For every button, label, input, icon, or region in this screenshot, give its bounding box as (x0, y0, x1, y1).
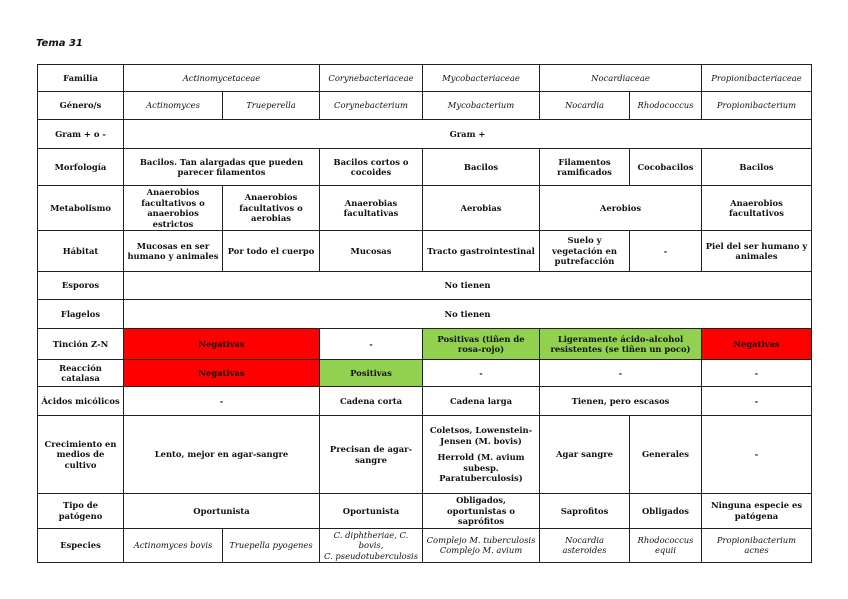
cell-gram: Gram + (124, 120, 812, 149)
header-especies: Especies (38, 528, 124, 563)
cell-genero-nocardia: Nocardia (540, 92, 630, 120)
cell-morfologia-coryne: Bacilos cortos o cocoides (320, 149, 423, 186)
cell-metabolismo-myco: Aerobias (423, 186, 540, 231)
cell-habitat-myco: Tracto gastrointestinal (423, 231, 540, 272)
cell-genero-mycobacterium: Mycobacterium (423, 92, 540, 120)
cell-patogeno-nocardia: Saprofitos (540, 494, 630, 529)
cell-crecimiento-rhodococcus: Generales (630, 416, 702, 494)
cell-crecimiento-myco (423, 416, 540, 494)
cell-tincion-myco: Positivas (tiñen de rosa-rojo) (423, 329, 540, 360)
row-micolicos (38, 387, 812, 416)
cell-catalasa-actino: Negativas (124, 360, 320, 387)
cell-crecimiento-actino: Lento, mejor en agar-sangre (124, 416, 320, 494)
cell-habitat-propioni: Piel del ser humano y animales (702, 231, 812, 272)
cell-micolicos-myco: Cadena larga (423, 387, 540, 416)
cell-genero-trueperella: Trueperella (223, 92, 320, 120)
header-familia: Familia (38, 65, 124, 92)
cell-habitat-coryne: Mucosas (320, 231, 423, 272)
cell-crecimiento-propioni: - (702, 416, 812, 494)
cell-metabolismo-propioni: Anaerobios facultativos (702, 186, 812, 231)
header-catalasa: Reacción catalasa (38, 360, 124, 387)
cell-genero-propionibacterium: Propionibacterium (702, 92, 812, 120)
cell-metabolismo-trueperella: Anaerobios facultativos o aerobias (223, 186, 320, 231)
header-habitat: Hábitat (38, 231, 124, 272)
cell-esporos: No tienen (124, 272, 812, 300)
cell-familia-nocard: Nocardiaceae (540, 65, 702, 92)
crecimiento-myco-line-1: Coletsos, Lowenstein-Jensen (M. bovis) (429, 425, 533, 446)
row-habitat (38, 231, 812, 272)
cell-patogeno-myco: Obligados, oportunistas o saprófitos (423, 494, 540, 529)
header-gram: Gram + o - (38, 120, 124, 149)
cell-catalasa-propioni: - (702, 360, 812, 387)
header-micolicos: Ácidos micólicos (38, 387, 124, 416)
cell-familia-propioni: Propionibacteriaceae (702, 65, 812, 92)
header-morfologia: Morfología (38, 149, 124, 186)
cell-morfologia-propioni: Bacilos (702, 149, 812, 186)
header-esporos: Esporos (38, 272, 124, 300)
row-genero (38, 92, 812, 120)
row-morfologia (38, 149, 812, 186)
cell-catalasa-coryne: Positivas (320, 360, 423, 387)
cell-especies-rhodococcus: Rhodococcus equii (630, 528, 702, 563)
cell-patogeno-propioni: Ninguna especie es patógena (702, 494, 812, 529)
header-crecimiento: Crecimiento en medios de cultivo (38, 416, 124, 494)
especies-coryne-line-2: C. pseudotuberculosis (323, 550, 418, 561)
cell-metabolismo-coryne: Anaerobias facultativas (320, 186, 423, 231)
cell-patogeno-coryne: Oportunista (320, 494, 423, 529)
crecimiento-myco-line-2: Herrold (M. avium subesp. Paratuberculosis) (437, 452, 525, 484)
especies-myco-line-2: Complejo M. avium (439, 545, 523, 556)
cell-catalasa-myco: - (423, 360, 540, 387)
especies-coryne-line-1: C. diphtheriae, C. bovis, (333, 529, 409, 550)
row-esporos (38, 272, 812, 300)
cell-crecimiento-nocardia: Agar sangre (540, 416, 630, 494)
cell-tincion-coryne: - (320, 329, 423, 360)
header-tincion: Tinción Z-N (38, 329, 124, 360)
cell-crecimiento-coryne: Precisan de agar-sangre (320, 416, 423, 494)
cell-familia-coryne: Corynebacteriaceae (320, 65, 423, 92)
cell-habitat-trueperella: Por todo el cuerpo (223, 231, 320, 272)
cell-tincion-nocard: Ligeramente ácido-alcohol resistentes (se tiñen un poco) (540, 329, 702, 360)
cell-especies-nocardia: Nocardia asteroides (540, 528, 630, 563)
cell-genero-corynebacterium: Corynebacterium (320, 92, 423, 120)
header-flagelos: Flagelos (38, 300, 124, 329)
cell-morfologia-rhodococcus: Cocobacilos (630, 149, 702, 186)
cell-micolicos-nocard: Tienen, pero escasos (540, 387, 702, 416)
cell-genero-rhodococcus: Rhodococcus (630, 92, 702, 120)
cell-familia-actino: Actinomycetaceae (124, 65, 320, 92)
cell-especies-propioni: Propionibacterium acnes (702, 528, 812, 563)
especies-myco-line-1: Complejo M. tuberculosis (426, 534, 536, 545)
cell-tincion-propioni: Negativas (702, 329, 812, 360)
cell-habitat-actinomyces: Mucosas en ser humano y animales (124, 231, 223, 272)
cell-morfologia-actino: Bacilos. Tan alargadas que pueden parecer filamentos (124, 149, 320, 186)
cell-especies-trueperella: Truepella pyogenes (223, 528, 320, 563)
cell-micolicos-propioni: - (702, 387, 812, 416)
cell-tincion-actino: Negativas (124, 329, 320, 360)
row-especies (38, 528, 812, 563)
cell-especies-myco (423, 528, 540, 563)
cell-familia-myco: Mycobacteriaceae (423, 65, 540, 92)
bacteria-comparison-table (37, 64, 812, 563)
cell-genero-actinomyces: Actinomyces (124, 92, 223, 120)
row-familia (38, 65, 812, 92)
cell-habitat-rhodococcus: - (630, 231, 702, 272)
row-tincion (38, 329, 812, 360)
cell-flagelos: No tienen (124, 300, 812, 329)
row-catalasa (38, 360, 812, 387)
row-crecimiento (38, 416, 812, 494)
cell-morfologia-myco: Bacilos (423, 149, 540, 186)
cell-habitat-nocardia: Suelo y vegetación en putrefacción (540, 231, 630, 272)
cell-especies-coryne (320, 528, 423, 563)
header-metabolismo: Metabolismo (38, 186, 124, 231)
cell-morfologia-nocardia: Filamentos ramificados (540, 149, 630, 186)
cell-metabolismo-nocard: Aerobios (540, 186, 702, 231)
cell-micolicos-actino: - (124, 387, 320, 416)
header-genero: Género/s (38, 92, 124, 120)
cell-catalasa-nocard: - (540, 360, 702, 387)
cell-metabolismo-actinomyces: Anaerobios facultativos o anaerobios estrictos (124, 186, 223, 231)
cell-patogeno-actino: Oportunista (124, 494, 320, 529)
page-title: Tema 31 (36, 38, 83, 49)
row-gram (38, 120, 812, 149)
row-patogeno (38, 494, 812, 529)
header-patogeno: Tipo de patógeno (38, 494, 124, 529)
cell-especies-actinomyces: Actinomyces bovis (124, 528, 223, 563)
cell-micolicos-coryne: Cadena corta (320, 387, 423, 416)
row-metabolismo (38, 186, 812, 231)
cell-patogeno-rhodococcus: Obligados (630, 494, 702, 529)
row-flagelos (38, 300, 812, 329)
